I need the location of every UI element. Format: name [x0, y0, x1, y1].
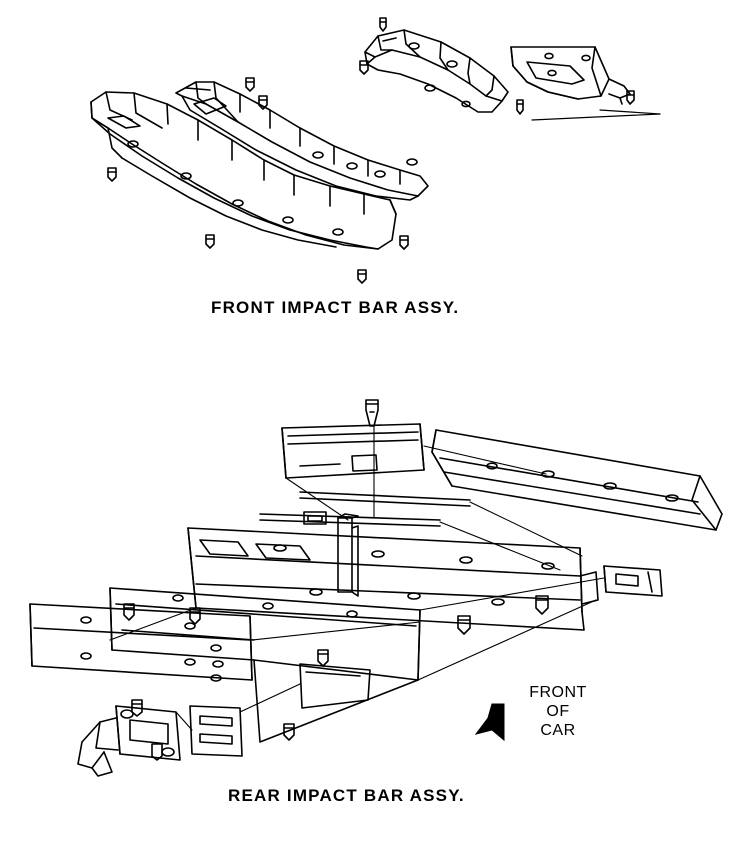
front-fastener-right-1: [517, 100, 523, 114]
rear-bracket-plate: [190, 706, 242, 756]
rear-fastener-1: [124, 604, 134, 620]
rear-filler-panel: [282, 424, 424, 478]
front-fastener-lower-center: [358, 270, 366, 283]
front-fastener-left: [108, 168, 116, 181]
front-fastener-upper-left: [246, 78, 254, 91]
front-fastener-lower-left: [206, 235, 214, 248]
rear-bumper-face-bar: [432, 430, 722, 530]
rear-lower-reinforcement: [30, 604, 252, 680]
front-right-mounting-plate: [511, 47, 630, 104]
rear-impact-bar-main: [188, 528, 598, 630]
front-of-car-line1: FRONT: [529, 684, 587, 701]
rear-hitch-receiver: [78, 700, 180, 776]
rear-assembly-caption: REAR IMPACT BAR ASSY.: [228, 786, 465, 805]
rear-fastener-5: [458, 616, 470, 634]
front-fastener-lower-right: [400, 236, 408, 249]
front-bumper-reinforcement-center: [176, 82, 428, 200]
front-of-car-line3: CAR: [540, 722, 576, 739]
rear-fastener-3: [318, 650, 328, 666]
front-fastener-right-2: [627, 91, 634, 104]
rear-right-bracket: [604, 566, 662, 596]
rear-vertical-support: [338, 514, 358, 596]
front-of-car-label: [498, 683, 618, 740]
rear-fastener-top: [366, 400, 378, 426]
front-bumper-reinforcement-upper: [365, 30, 508, 112]
rear-strip-2b: [260, 520, 440, 526]
front-assembly-caption: FRONT IMPACT BAR ASSY.: [211, 298, 460, 317]
front-of-car-line2: OF: [546, 703, 570, 720]
front-fastener-top: [380, 18, 386, 31]
